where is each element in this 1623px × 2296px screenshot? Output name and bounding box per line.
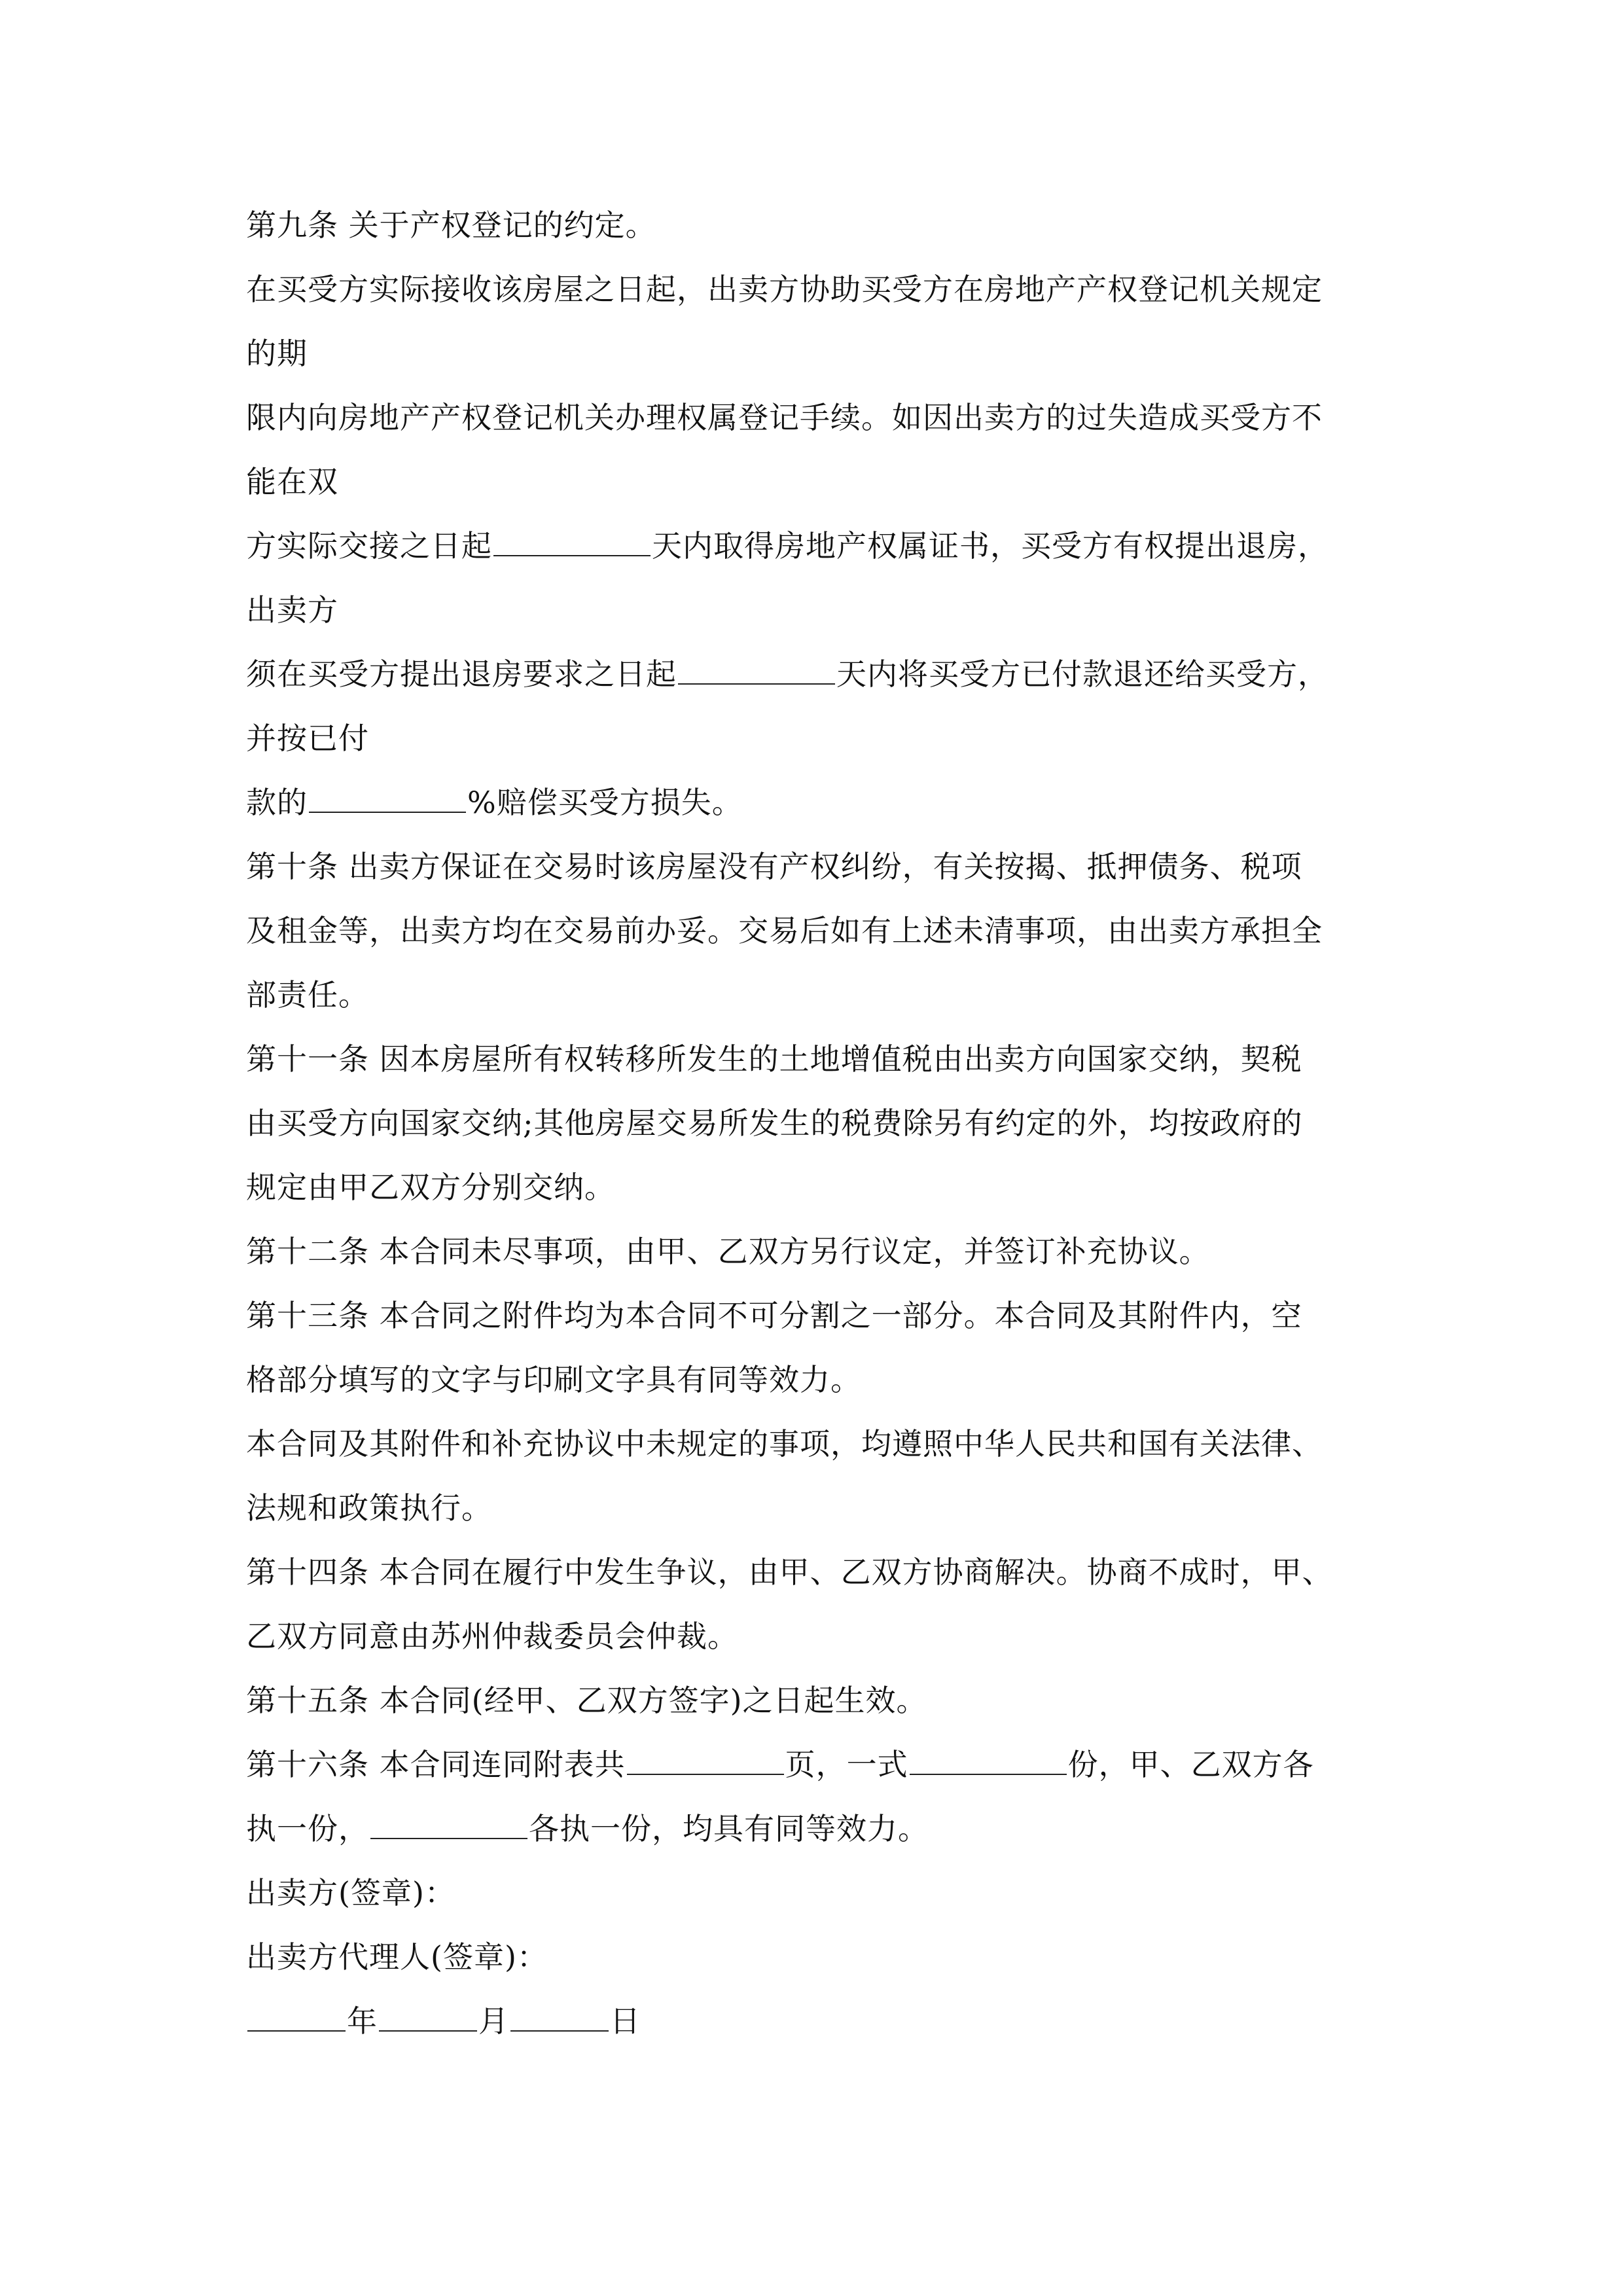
article-16 <box>246 1745 1314 1784</box>
text-segment: 份，甲、乙双方各 <box>1067 1747 1314 1782</box>
text-line: 法规和政策执行。 <box>246 1490 492 1526</box>
text-segment: 方实际交接之日起 <box>246 528 492 564</box>
text-segment: 天内将买受方已付款退还给买受方， <box>836 656 1329 692</box>
fill-blank[interactable] <box>910 1745 1067 1775</box>
text-segment: 须在买受方提出退房要求之日起 <box>246 656 677 692</box>
day-label: 日 <box>610 2003 641 2039</box>
text-line: 能在双 <box>246 464 338 499</box>
text-segment: 款的 <box>246 785 308 820</box>
article-15: 第十五条 本合同(经甲、乙双方签字)之日起生效。 <box>246 1683 927 1718</box>
day-blank[interactable] <box>510 2001 609 2032</box>
article-10: 第十条 出卖方保证在交易时该房屋没有产权纠纷，有关按揭、抵押债务、税项 <box>246 849 1302 884</box>
article-12: 第十二条 本合同未尽事项，由甲、乙双方另行议定，并签订补充协议。 <box>246 1234 1210 1269</box>
text-segment: %赔偿买受方损失。 <box>467 785 743 820</box>
text-line: 的期 <box>246 336 308 371</box>
article-11: 第十一条 因本房屋所有权转移所发生的土地增值税由出卖方向国家交纳，契税 <box>246 1041 1302 1077</box>
seller-agent-signature-label: 出卖方代理人(签章)： <box>246 1939 548 1975</box>
text-line: 在买受方实际接收该房屋之日起，出卖方协助买受方在房地产产权登记机关规定 <box>246 272 1323 307</box>
year-label: 年 <box>347 2003 378 2039</box>
text-segment: 页，一式 <box>785 1747 908 1782</box>
fill-blank[interactable] <box>370 1809 527 1839</box>
text-segment: 执一份， <box>246 1811 369 1846</box>
text-line <box>246 526 1329 565</box>
text-line: 并按已付 <box>246 721 369 756</box>
text-line: 格部分填写的文字与印刷文字具有同等效力。 <box>246 1362 861 1397</box>
text-line: 及租金等，出卖方均在交易前办妥。交易后如有上述未清事项，由出卖方承担全 <box>246 913 1323 948</box>
text-segment: 第十六条 本合同连同附表共 <box>246 1747 626 1782</box>
seller-signature-label: 出卖方(签章)： <box>246 1875 455 1910</box>
fill-blank[interactable] <box>627 1745 784 1775</box>
fill-blank[interactable] <box>678 655 835 685</box>
article-14: 第十四条 本合同在履行中发生争议，由甲、乙双方协商解决。协商不成时，甲、 <box>246 1554 1333 1590</box>
text-line <box>246 783 743 822</box>
text-line <box>246 655 1329 694</box>
text-line: 乙双方同意由苏州仲裁委员会仲裁。 <box>246 1619 738 1654</box>
month-blank[interactable] <box>379 2001 477 2032</box>
article-13: 第十三条 本合同之附件均为本合同不可分割之一部分。本合同及其附件内，空 <box>246 1298 1302 1333</box>
article-9-title: 第九条 关于产权登记的约定。 <box>246 207 656 243</box>
text-segment: 各执一份，均具有同等效力。 <box>529 1811 929 1846</box>
text-line: 规定由甲乙双方分别交纳。 <box>246 1170 615 1205</box>
text-line <box>246 1809 929 1848</box>
month-label: 月 <box>478 2003 509 2039</box>
text-segment: 天内取得房地产权属证书，买受方有权提出退房， <box>652 528 1329 564</box>
text-line: 本合同及其附件和补充协议中未规定的事项，均遵照中华人民共和国有关法律、 <box>246 1426 1323 1462</box>
text-line: 限内向房地产产权登记机关办理权属登记手续。如因出卖方的过失造成买受方不 <box>246 400 1323 435</box>
fill-blank[interactable] <box>493 526 651 556</box>
year-blank[interactable] <box>247 2001 346 2032</box>
text-line: 出卖方 <box>246 592 338 628</box>
fill-blank[interactable] <box>309 783 466 813</box>
text-line: 由买受方向国家交纳;其他房屋交易所发生的税费除另有约定的外，均按政府的 <box>246 1105 1303 1141</box>
date-line <box>246 2001 641 2041</box>
text-line: 部责任。 <box>246 977 369 1013</box>
